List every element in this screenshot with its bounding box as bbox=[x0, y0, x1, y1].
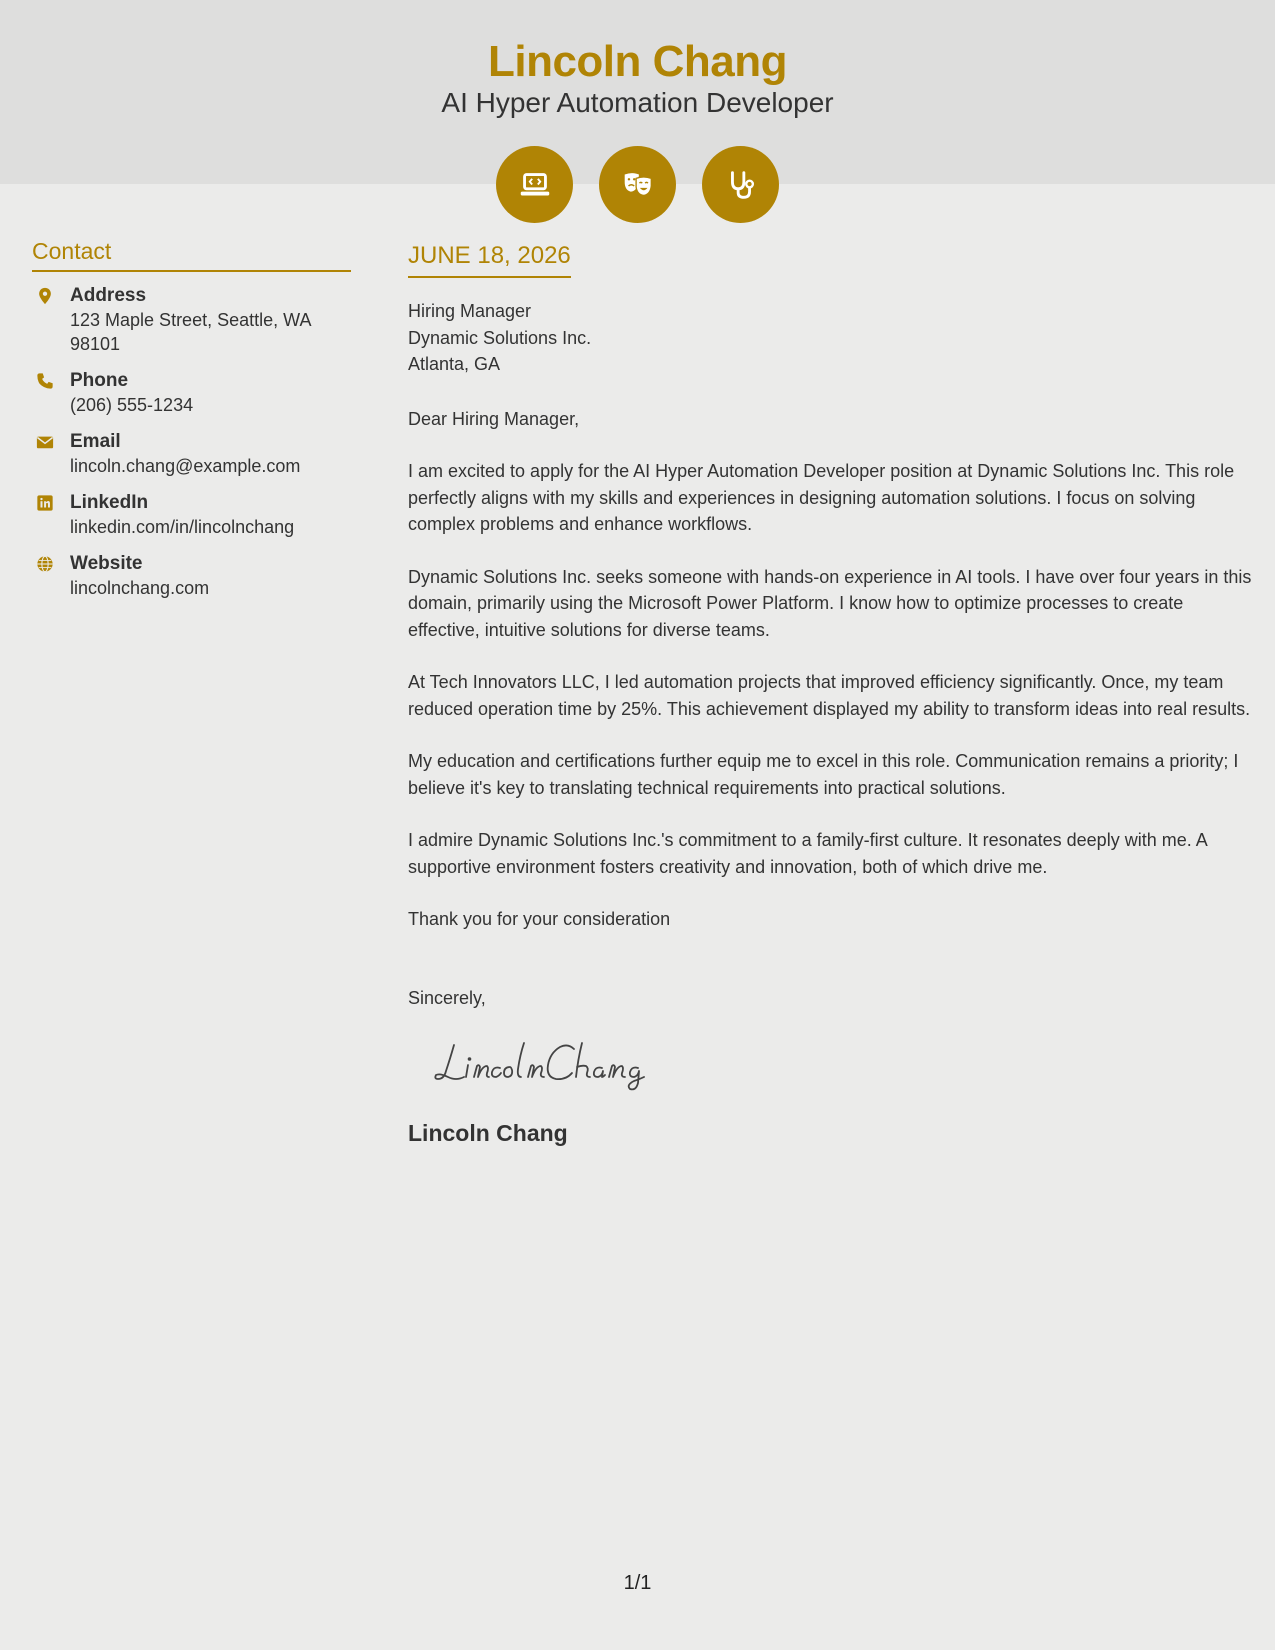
linkedin-icon bbox=[32, 491, 70, 539]
handwritten-signature bbox=[432, 1035, 672, 1095]
contact-label: Phone bbox=[70, 370, 129, 391]
paragraph: My education and certifications further equip me to excel in this role. Communication remains a priority; I believe it's key to translating technical requirements into practical solutions. bbox=[408, 751, 1239, 798]
theater-masks-icon bbox=[599, 146, 676, 223]
email-value[interactable]: lincoln.chang@example.com bbox=[70, 456, 301, 476]
envelope-icon bbox=[32, 430, 70, 478]
phone-value: (206) 555-1234 bbox=[70, 395, 194, 415]
contact-heading: Contact bbox=[32, 236, 351, 272]
recipient-line: Dynamic Solutions Inc. bbox=[408, 327, 592, 348]
signer-name: Lincoln Chang bbox=[408, 1120, 568, 1146]
paragraph: I admire Dynamic Solutions Inc.'s commitment to a family-first culture. It resonates deeply with me. A supportive environment fosters creativity and innovation, both of which drive me. bbox=[408, 830, 1207, 877]
contact-address bbox=[32, 284, 351, 356]
candidate-name: Lincoln Chang bbox=[487, 37, 788, 86]
contact-sidebar bbox=[32, 236, 351, 613]
greeting: Dear Hiring Manager, bbox=[408, 408, 580, 429]
contact-label: Email bbox=[70, 431, 121, 452]
interest-icons bbox=[496, 146, 779, 223]
contact-linkedin bbox=[32, 491, 351, 539]
contact-label: Address bbox=[70, 285, 147, 306]
closing-thanks: Thank you for your consideration bbox=[408, 909, 671, 929]
sign-off: Sincerely, bbox=[408, 987, 486, 1008]
globe-icon bbox=[32, 552, 70, 600]
website-value[interactable]: lincolnchang.com bbox=[70, 578, 210, 598]
contact-website bbox=[32, 552, 351, 600]
letter-date: JUNE 18, 2026 bbox=[408, 240, 571, 278]
paragraph: Dynamic Solutions Inc. seeks someone with hands-on experience in AI tools. I have over four years in this domain, primarily using the Microsoft Power Platform. I know how to optimize processes to create effective, intuitive solutions for diverse teams. bbox=[408, 566, 1252, 640]
linkedin-value[interactable]: linkedin.com/in/lincolnchang bbox=[70, 517, 295, 537]
contact-phone bbox=[32, 369, 351, 417]
page-number: 1/1 bbox=[623, 1572, 652, 1594]
contact-email bbox=[32, 430, 351, 478]
laptop-code-icon bbox=[496, 146, 573, 223]
recipient-line: Atlanta, GA bbox=[408, 354, 501, 374]
paragraph: At Tech Innovators LLC, I led automation projects that improved efficiency significantly. Once, my team reduced operation time by 25%. This achievement displayed my ability to transform ideas into real results. bbox=[408, 672, 1251, 719]
phone-icon bbox=[32, 369, 70, 417]
contact-label: Website bbox=[70, 553, 143, 574]
map-pin-icon bbox=[32, 284, 70, 356]
letter-body bbox=[408, 240, 1252, 1148]
recipient-block bbox=[408, 298, 1252, 378]
paragraph: I am excited to apply for the AI Hyper Automation Developer position at Dynamic Solutions Inc. This role perfectly aligns with my skills and experiences in designing automation solutions. I focus on solving complex problems and enhance workflows. bbox=[408, 461, 1235, 534]
stethoscope-icon bbox=[702, 146, 779, 223]
address-value: 123 Maple Street, Seattle, WA 98101 bbox=[70, 310, 311, 354]
recipient-line: Hiring Manager bbox=[408, 301, 532, 321]
contact-list bbox=[32, 284, 351, 600]
job-title: AI Hyper Automation Developer bbox=[441, 87, 834, 118]
contact-label: LinkedIn bbox=[70, 492, 149, 513]
